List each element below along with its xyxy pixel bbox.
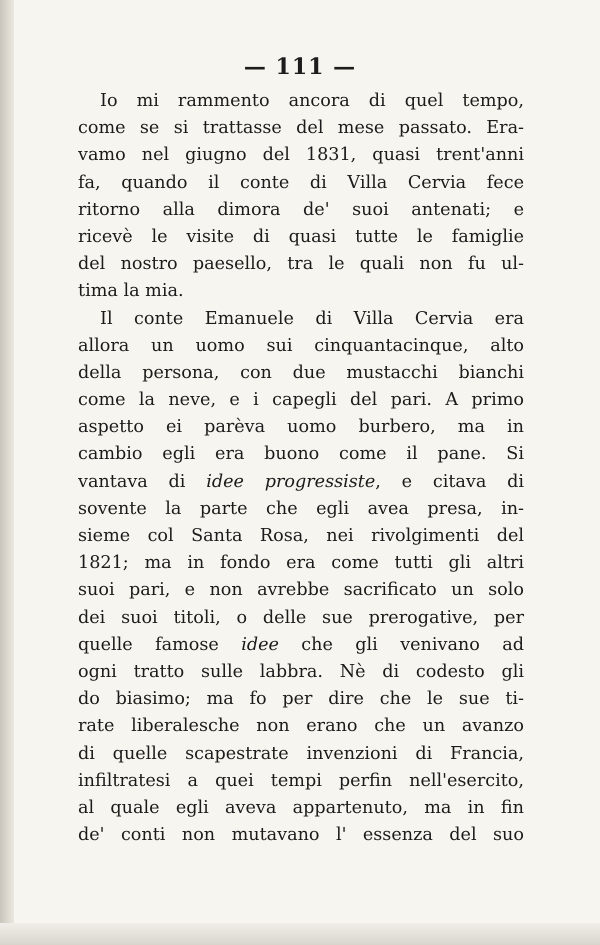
- text-line: del nostro paesello, tra le quali non fu ul-: [78, 254, 524, 275]
- text-line: rate liberalesche non erano che un avanzo: [78, 716, 524, 737]
- text-line: suoi pari, e non avrebbe sacrificato un solo: [78, 580, 524, 601]
- italic-phrase: idee progressiste: [206, 471, 376, 492]
- text-line: de' conti non mutavano l' essenza del suo: [78, 825, 524, 846]
- text-line: ogni tratto sulle labbra. Nè di codesto gli: [78, 661, 524, 682]
- text-line: di quelle scapestrate invenzioni di Francia,: [78, 743, 524, 764]
- text-line: allora un uomo sui cinquantacinque, alto: [78, 335, 524, 356]
- text-line: come la neve, e i capegli del pari. A primo: [78, 390, 524, 411]
- text-run: , e citava di: [375, 471, 524, 492]
- text-line: vamo nel giugno del 1831, quasi trent'anni: [78, 145, 524, 166]
- text-line: do biasimo; ma fo per dire che le sue ti-: [78, 689, 524, 710]
- text-run: quelle famose: [78, 634, 242, 655]
- text-line: 1821; ma in fondo era come tutti gli altri: [78, 553, 524, 574]
- paragraph-1: [78, 88, 524, 306]
- page-binding-edge: [0, 0, 14, 945]
- text-line: Io mi rammento ancora di quel tempo,: [100, 91, 524, 111]
- text-line: sieme col Santa Rosa, nei rivolgimenti del: [78, 526, 524, 546]
- body-text: [78, 88, 524, 849]
- page-number: — 111 —: [243, 54, 357, 80]
- text-line: ricevè le visite di quasi tutte le famiglie: [78, 226, 524, 247]
- text-line: infiltratesi a quei tempi perfin nell'esercito,: [78, 770, 524, 791]
- text-line: tima la mia.: [78, 281, 184, 302]
- text-run: che gli venivano ad: [278, 634, 524, 655]
- text-line: [78, 469, 524, 496]
- text-line: come se si trattasse del mese passato. Era-: [78, 118, 524, 139]
- text-line: della persona, con due mustacchi bianchi: [78, 362, 524, 383]
- page-bottom-edge: [0, 923, 600, 945]
- text-run: vantava di: [78, 471, 207, 492]
- text-line: dei suoi titoli, o delle sue prerogative, per: [78, 607, 524, 628]
- text-line: cambio egli era buono come il pane. Si: [78, 444, 524, 465]
- text-line: fa, quando il conte di Villa Cervia fece: [78, 172, 524, 193]
- text-line: aspetto ei parèva uomo burbero, ma in: [78, 417, 524, 438]
- text-line: [78, 632, 524, 659]
- paragraph-2: [78, 306, 524, 850]
- text-line: sovente la parte che egli avea presa, in-: [78, 498, 524, 519]
- italic-phrase: idee: [241, 634, 279, 655]
- text-line: Il conte Emanuele di Villa Cervia era: [100, 308, 524, 329]
- text-line: al quale egli aveva appartenuto, ma in fin: [78, 797, 524, 818]
- text-line: ritorno alla dimora de' suoi antenati; e: [78, 199, 524, 220]
